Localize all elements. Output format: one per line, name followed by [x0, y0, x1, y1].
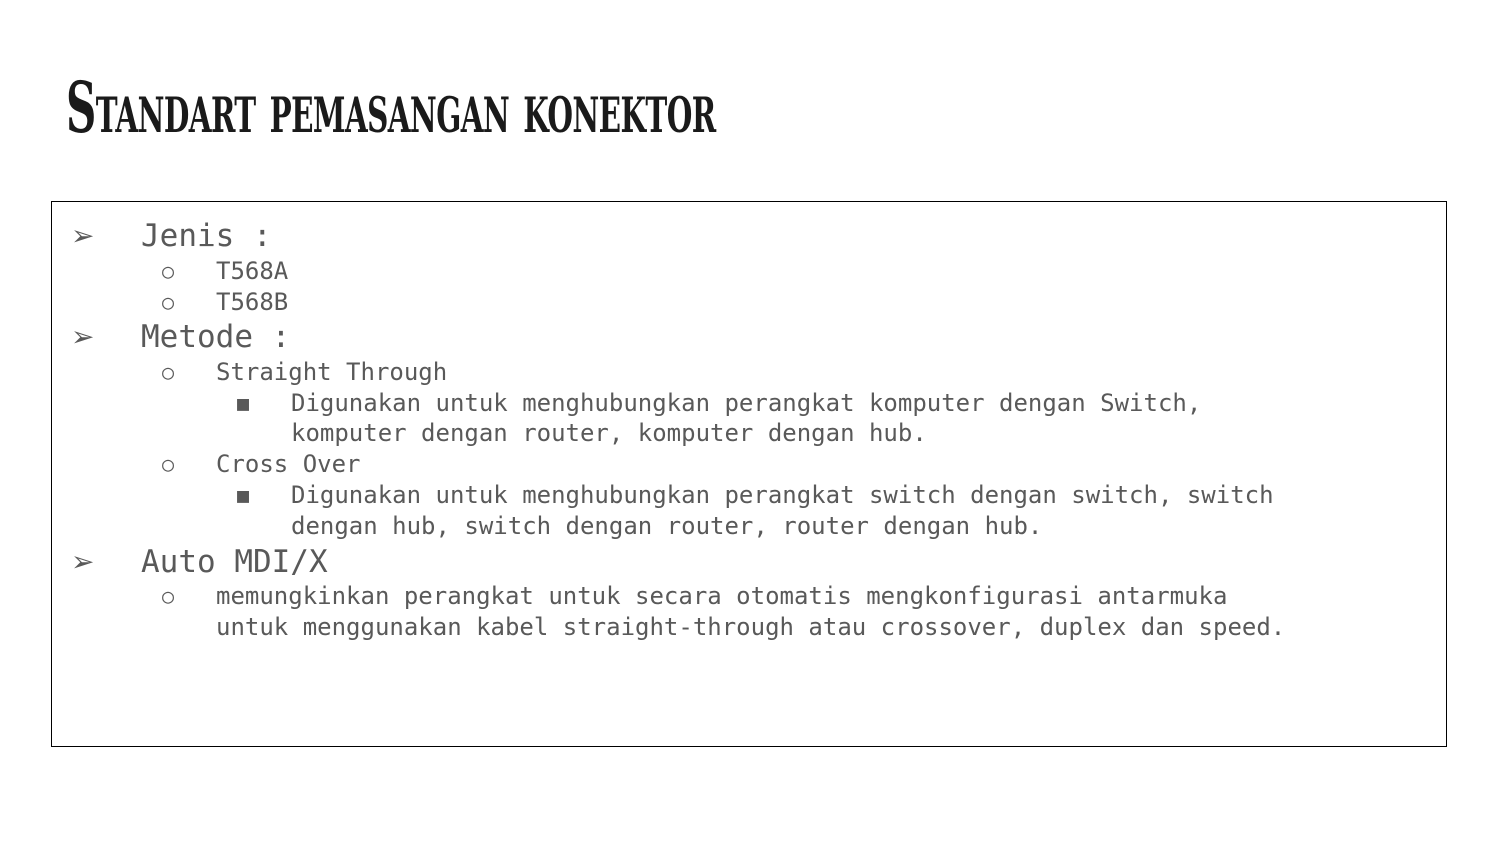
item-label: Auto MDI/X — [141, 544, 328, 580]
item-text-line: Digunakan untuk menghubungkan perangkat komputer dengan Switch, — [291, 389, 1202, 417]
circle-bullet-icon: ○ — [162, 360, 175, 384]
square-bullet-icon: ■ — [237, 483, 250, 507]
item-label: Jenis : — [141, 218, 272, 254]
item-label: Metode : — [141, 319, 291, 355]
item-text-line: memungkinkan perangkat untuk secara otomatis mengkonfigurasi antarmuka — [216, 582, 1228, 610]
circle-bullet-icon: ○ — [162, 290, 175, 314]
arrow-bullet-icon: ➢ — [71, 545, 95, 578]
content-text-box — [51, 201, 1447, 747]
arrow-bullet-icon: ➢ — [71, 219, 95, 252]
item-label: T568B — [216, 288, 289, 316]
square-bullet-icon: ■ — [237, 391, 250, 415]
item-label: Straight Through — [216, 358, 448, 386]
item-label: T568A — [216, 257, 289, 285]
circle-bullet-icon: ○ — [162, 259, 175, 283]
item-text-line: komputer dengan router, komputer dengan hub. — [291, 419, 927, 447]
arrow-bullet-icon: ➢ — [71, 320, 95, 353]
item-text-line: dengan hub, switch dengan router, router dengan hub. — [291, 512, 1043, 540]
slide-title: Standart pemasangan konektor — [66, 66, 716, 149]
circle-bullet-icon: ○ — [162, 584, 175, 608]
item-text-line: untuk menggunakan kabel straight-through atau crossover, duplex dan speed. — [216, 613, 1286, 641]
item-label: Cross Over — [216, 450, 361, 478]
item-text-line: Digunakan untuk menghubungkan perangkat switch dengan switch, switch — [291, 481, 1274, 509]
circle-bullet-icon: ○ — [162, 452, 175, 476]
